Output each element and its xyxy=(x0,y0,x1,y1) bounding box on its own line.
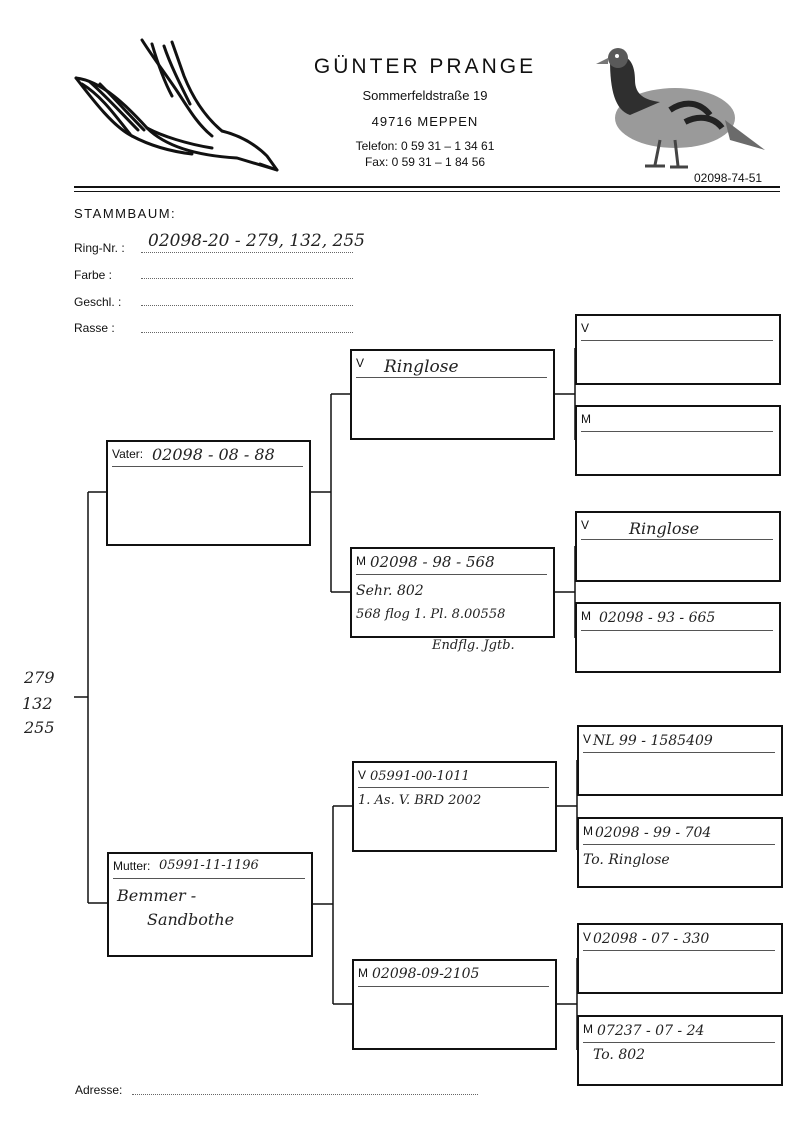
great-grandparent-underline-3 xyxy=(581,539,773,540)
address-label: Adresse: xyxy=(75,1083,123,1097)
great-grandparent-underline-5 xyxy=(583,752,775,753)
granddam-paternal-note-3: Endflg. Jgtb. xyxy=(432,638,515,653)
great-grandparent-box-5[interactable] xyxy=(577,725,783,796)
great-grandparent-value-7: 02098 - 07 - 330 xyxy=(593,931,710,947)
subject-number-2: 132 xyxy=(22,694,53,713)
subject-number-3: 255 xyxy=(24,718,55,737)
grandsire-maternal-underline xyxy=(358,787,549,788)
granddam-paternal-underline xyxy=(356,574,547,575)
address-line xyxy=(132,1094,478,1095)
great-grandparent-value-4: 02098 - 93 - 665 xyxy=(599,610,716,626)
great-grandparent-value-8: 07237 - 07 - 24 xyxy=(597,1023,705,1039)
grandsire-maternal-box[interactable] xyxy=(352,761,557,852)
great-grandparent-label-8: M xyxy=(583,1022,593,1036)
grandsire-maternal-label: V xyxy=(358,768,367,782)
great-grandparent-value-6: 02098 - 99 - 704 xyxy=(595,825,712,841)
grandsire-maternal-note-1: 1. As. V. BRD 2002 xyxy=(358,793,482,808)
great-grandparent-label-2: M xyxy=(581,412,591,426)
great-grandparent-box-8[interactable] xyxy=(577,1015,783,1086)
great-grandparent-label-3: V xyxy=(581,518,590,532)
granddam-paternal-note-2: 568 flog 1. Pl. 8.00558 xyxy=(356,607,506,622)
great-grandparent-note-8: To. 802 xyxy=(593,1047,646,1063)
granddam-maternal-value: 02098-09-2105 xyxy=(372,966,480,982)
great-grandparent-box-4[interactable] xyxy=(575,602,781,673)
form-title: STAMMBAUM: xyxy=(74,206,177,221)
great-grandparent-label-5: V xyxy=(583,732,592,746)
mother-underline xyxy=(113,878,305,879)
great-grandparent-underline-4 xyxy=(581,630,773,631)
great-grandparent-value-5: NL 99 - 1585409 xyxy=(593,733,713,749)
granddam-paternal-value: 02098 - 98 - 568 xyxy=(370,553,495,571)
great-grandparent-underline-1 xyxy=(581,340,773,341)
grandsire-maternal-value: 05991-00-1011 xyxy=(370,769,470,784)
mother-note-2: Sandbothe xyxy=(147,910,235,929)
granddam-paternal-box[interactable] xyxy=(350,547,555,638)
great-grandparent-box-2[interactable] xyxy=(575,405,781,476)
subject-number-1: 279 xyxy=(24,668,55,687)
breeder-name: GÜNTER PRANGE xyxy=(313,55,537,78)
granddam-maternal-label: M xyxy=(358,966,368,980)
ring-label: Ring-Nr. : xyxy=(74,241,125,255)
breeder-fax: Fax: 0 59 31 – 1 84 56 xyxy=(364,155,486,169)
grandsire-paternal-label: V xyxy=(356,356,365,370)
ring-value: 02098-20 - 279, 132, 255 xyxy=(148,231,365,251)
great-grandparent-underline-6 xyxy=(583,844,775,845)
granddam-paternal-note-1: Sehr. 802 xyxy=(356,583,424,599)
breeder-street: Sommerfeldstraße 19 xyxy=(362,88,488,103)
granddam-maternal-underline xyxy=(358,986,549,987)
great-grandparent-box-7[interactable] xyxy=(577,923,783,994)
granddam-paternal-label: M xyxy=(356,554,366,568)
mother-box[interactable] xyxy=(107,852,313,957)
father-box[interactable] xyxy=(106,440,311,546)
mother-label: Mutter: xyxy=(113,859,151,873)
great-grandparent-label-7: V xyxy=(583,930,592,944)
great-grandparent-note-6: To. Ringlose xyxy=(583,852,670,868)
great-grandparent-box-1[interactable] xyxy=(575,314,781,385)
great-grandparent-box-6[interactable] xyxy=(577,817,783,888)
grandsire-paternal-box[interactable] xyxy=(350,349,555,440)
great-grandparent-box-3[interactable] xyxy=(575,511,781,582)
great-grandparent-label-1: V xyxy=(581,321,590,335)
geschl-label: Geschl. : xyxy=(74,295,122,309)
father-underline xyxy=(112,466,303,467)
father-ring: 02098 - 08 - 88 xyxy=(152,445,275,464)
mother-ring: 05991-11-1196 xyxy=(159,858,259,873)
father-label: Vater: xyxy=(112,447,144,461)
great-grandparent-underline-8 xyxy=(583,1042,775,1043)
great-grandparent-underline-2 xyxy=(581,431,773,432)
rasse-label: Rasse : xyxy=(74,321,115,335)
great-grandparent-underline-7 xyxy=(583,950,775,951)
great-grandparent-label-6: M xyxy=(583,824,593,838)
granddam-maternal-box[interactable] xyxy=(352,959,557,1050)
mother-note-1: Bemmer - xyxy=(117,886,197,905)
breeder-city: 49716 MEPPEN xyxy=(371,114,479,129)
great-grandparent-label-4: M xyxy=(581,609,591,623)
farbe-label: Farbe : xyxy=(74,268,113,282)
breeder-phone: Telefon: 0 59 31 – 1 34 61 xyxy=(355,139,495,153)
breeder-code: 02098-74-51 xyxy=(694,171,763,185)
grandsire-paternal-value: Ringlose xyxy=(384,357,459,377)
grandsire-paternal-underline xyxy=(356,377,547,378)
great-grandparent-value-3: Ringlose xyxy=(629,519,700,538)
